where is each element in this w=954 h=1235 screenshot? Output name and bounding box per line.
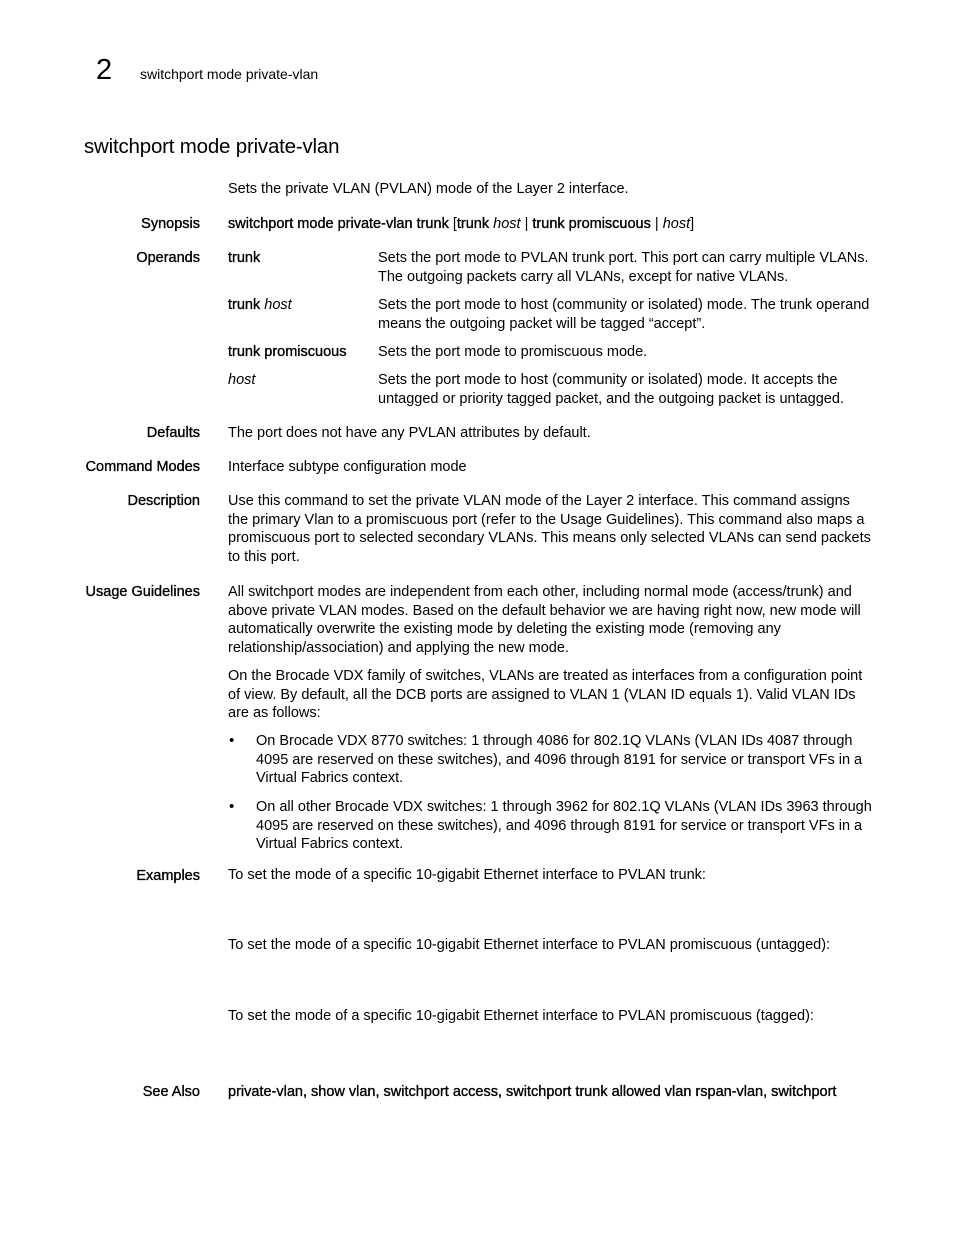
usage-paragraph: All switchport modes are independent from each other, including normal mode (access/trunk) and above private VLAN modes. Based on the default behavior we are having right now, new mode will automatically overwrite the existing mode by deleting the existing mode (removing any relationship/association) and applying the new mode. — [228, 584, 861, 657]
synopsis-bracket-open: [ — [448, 216, 457, 232]
operand-term: host — [228, 372, 256, 388]
label-examples: Examples — [136, 868, 200, 884]
operand-term — [228, 296, 373, 315]
synopsis-trunk: trunk — [456, 216, 490, 232]
example-text: To set the mode of a specific 10-gigabit Ethernet interface to PVLAN trunk: — [228, 867, 706, 883]
chapter-number: 2 — [96, 54, 113, 86]
synopsis-bracket-close: ] — [690, 216, 695, 232]
synopsis-host: host — [489, 216, 521, 232]
synopsis-separator: | — [650, 216, 663, 232]
synopsis-trunk-promiscuous: trunk promiscuous — [532, 216, 651, 232]
page-title: switchport mode private-vlan — [84, 135, 340, 158]
operand-description: Sets the port mode to host (community or isolated) mode. The trunk operand means the outgoing packet will be tagged “accept”. — [378, 297, 870, 332]
synopsis-command: switchport mode private-vlan trunk — [228, 216, 449, 232]
usage-guidelines — [228, 583, 874, 864]
command-modes-text: Interface subtype configuration mode — [228, 459, 467, 475]
label-operands: Operands — [136, 250, 200, 266]
synopsis-host: host — [662, 216, 691, 232]
label-command-modes: Command Modes — [85, 459, 200, 475]
label-defaults: Defaults — [146, 425, 200, 441]
label-description: Description — [127, 493, 200, 509]
see-also-links[interactable]: private-vlan, show vlan, switchport access, switchport trunk allowed vlan rspan-vlan, switchport — [228, 1084, 837, 1100]
operand-term-variable: host — [260, 297, 292, 313]
usage-paragraph: On the Brocade VDX family of switches, VLANs are treated as interfaces from a configuration point of view. By default, all the DCB ports are assigned to VLAN 1 (VLAN ID equals 1). Valid VLAN IDs are as follows: — [228, 667, 863, 722]
operand-description: Sets the port mode to host (community or isolated) mode. It accepts the untagged or priority tagged packet, and the outgoing packet is untagged. — [378, 372, 844, 407]
intro-text: Sets the private VLAN (PVLAN) mode of the Layer 2 interface. — [228, 181, 629, 197]
label-see-also: See Also — [142, 1084, 200, 1100]
label-usage-guidelines: Usage Guidelines — [85, 584, 200, 600]
list-item: • On all other Brocade VDX switches: 1 through 3962 for 802.1Q VLANs (VLAN IDs 3963 through 4095 are reserved on these switches), and 4096 through 8191 for service or transport VFs in a Virtual Fabrics context. — [228, 798, 874, 854]
synopsis-line — [228, 215, 874, 234]
running-head: switchport mode private-vlan — [140, 66, 319, 82]
operand-term: trunk — [228, 250, 261, 266]
example-text: To set the mode of a specific 10-gigabit Ethernet interface to PVLAN promiscuous (untagged): — [228, 937, 831, 953]
example-text: To set the mode of a specific 10-gigabit Ethernet interface to PVLAN promiscuous (tagged): — [228, 1008, 814, 1024]
label-synopsis: Synopsis — [141, 216, 200, 232]
operand-term-keyword: trunk — [228, 297, 261, 313]
list-item: • On Brocade VDX 8770 switches: 1 through 4086 for 802.1Q VLANs (VLAN IDs 4087 through 4095 are reserved on these switches), and 4096 through 8191 for service or transport VFs in a Virtual Fabrics context. — [228, 732, 874, 788]
operand-description: Sets the port mode to PVLAN trunk port. This port can carry multiple VLANs. The outgoing packets carry all VLANs, except for native VLANs. — [378, 250, 869, 285]
vlan-id-list — [228, 732, 874, 854]
operand-description: Sets the port mode to promiscuous mode. — [378, 344, 648, 360]
operand-term: trunk promiscuous — [228, 344, 347, 360]
synopsis-separator: | — [520, 216, 533, 232]
description-text: Use this command to set the private VLAN mode of the Layer 2 interface. This command assigns the primary Vlan to a promiscuous port (refer to the Usage Guidelines). This command also maps a promiscuous port to selected secondary VLANs. This means only selected VLANs can send packets to this port. — [228, 493, 871, 566]
defaults-text: The port does not have any PVLAN attributes by default. — [228, 425, 591, 441]
